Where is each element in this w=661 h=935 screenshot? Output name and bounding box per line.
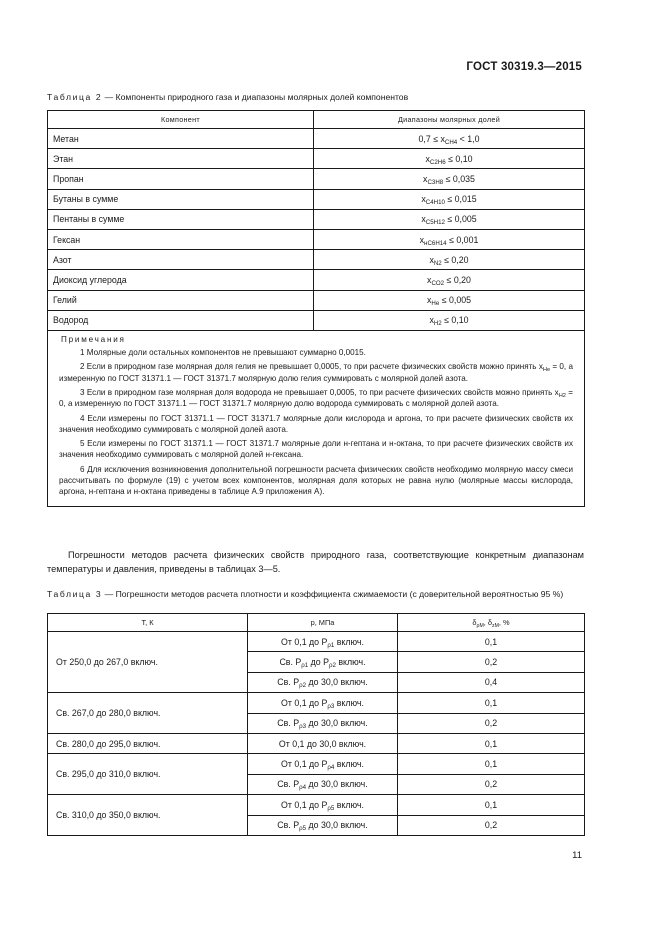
range-prefix: x — [427, 274, 432, 285]
component-cell: Гексан — [48, 229, 314, 249]
table-row — [48, 229, 585, 249]
table3-caption-label: Таблица 3 — [47, 589, 103, 599]
column-header-pressure: p, МПа — [248, 614, 398, 632]
error-header-sub1: ρМ — [476, 623, 484, 629]
pressure-suffix: до 30,0 включ. — [306, 820, 368, 831]
component-cell: Пропан — [48, 169, 314, 189]
pressure-prefix: Св. P — [279, 657, 302, 668]
table-row — [48, 169, 585, 189]
page-number: 11 — [572, 850, 582, 861]
note-3-text-a: 3 Если в природном газе молярная доля водорода не превышает 0,0005, то при расчете физических свойств можно принять x — [80, 388, 559, 398]
range-cell — [314, 229, 585, 249]
table-row — [48, 795, 585, 815]
range-prefix: 0,7 ≤ x — [418, 133, 445, 144]
range-subscript: C3H8 — [427, 178, 444, 186]
pressure-suffix: до 30,0 включ. — [306, 677, 368, 688]
range-subscript: N2 — [433, 259, 442, 267]
pressure-prefix: От 0,1 до P — [281, 799, 328, 810]
component-cell: Метан — [48, 129, 314, 149]
note-3-subscript: H2 — [558, 393, 566, 400]
error-header-a: δ — [472, 618, 477, 627]
notes-block — [48, 330, 585, 506]
column-header-component: Компонент — [48, 111, 314, 129]
range-subscript: He — [431, 300, 440, 308]
pressure-prefix: Св. P — [277, 718, 300, 729]
note-6: 6 Для исключения возникновения дополнительной погрешности расчета физических свойств необходимо молярную массу смеси рассчитывать по формуле (19) с учетом всех компонентов, молярная доля которых не равна нулю (молярные массы кислорода, аргона, н-гептана и н-октана приведены в таблице А.9 приложения А). — [59, 464, 573, 497]
range-prefix: x — [426, 295, 432, 306]
table2-caption-text: — Компоненты природного газа и диапазоны молярных долей компонентов — [102, 92, 409, 102]
pressure-suffix: включ. — [334, 697, 364, 708]
note-2-text-b: = 0, а измеренную по ГОСТ 31371.1 — ГОСТ 31371.7 молярную долю гелия суммировать с молярной долей азота. — [59, 362, 573, 383]
range-suffix: < 1,0 — [457, 133, 480, 144]
note-2-subscript: He — [542, 367, 551, 374]
pressure-cell — [248, 652, 398, 672]
range-prefix: x — [421, 194, 426, 205]
table2-caption-label: Таблица 2 — [47, 92, 103, 102]
table-header-row — [48, 614, 585, 632]
error-cell: 0,2 — [398, 774, 585, 794]
component-cell: Бутаны в сумме — [48, 189, 314, 209]
range-suffix: ≤ 0,015 — [444, 194, 477, 205]
pressure-cell — [248, 774, 398, 794]
range-subscript: C5H12 — [425, 219, 445, 227]
pressure-subscript: ρ3 — [327, 702, 335, 710]
error-cell: 0,1 — [398, 733, 585, 753]
range-subscript: C4H10 — [425, 199, 445, 207]
pressure-subscript: ρ4 — [327, 764, 335, 772]
error-cell: 0,2 — [398, 652, 585, 672]
pressure-subscript: ρ4 — [299, 784, 307, 792]
pressure-prefix: Св. P — [277, 779, 300, 790]
range-cell — [314, 149, 585, 169]
range-prefix: x — [429, 315, 434, 326]
table-row — [48, 693, 585, 713]
table-row — [48, 270, 585, 290]
error-header-sub2: zМ — [492, 623, 499, 629]
range-subscript: C2H6 — [429, 158, 446, 166]
error-cell: 0,1 — [398, 795, 585, 815]
pressure-subscript: ρ1 — [327, 641, 335, 649]
pressure-suffix: включ. — [334, 759, 364, 770]
error-header-c: , % — [498, 618, 510, 627]
temperature-cell: Св. 267,0 до 280,0 включ. — [48, 693, 248, 734]
document-header: ГОСТ 30319.3—2015 — [466, 61, 582, 73]
pressure-subscript: ρ1 — [301, 662, 309, 670]
table3-caption-text: — Погрешности методов расчета плотности и коэффициента сжимаемости (с доверительной вероятностью 95 %) — [102, 589, 564, 599]
pressure-subscript-2: ρ2 — [328, 662, 336, 670]
component-cell: Водород — [48, 310, 314, 330]
note-4: 4 Если измерены по ГОСТ 31371.1 — ГОСТ 31371.7 молярные доли кислорода и аргона, то при расчете физических свойств их значения необходимо суммировать с молярной долей азота. — [59, 413, 573, 434]
error-cell: 0,1 — [398, 693, 585, 713]
range-cell — [314, 250, 585, 270]
range-cell — [314, 129, 585, 149]
component-cell: Пентаны в сумме — [48, 209, 314, 229]
table-row — [48, 149, 585, 169]
table-row — [48, 754, 585, 774]
temperature-cell: Св. 280,0 до 295,0 включ. — [48, 733, 248, 753]
range-suffix: ≤ 0,10 — [445, 153, 473, 164]
note-1: 1 Молярные доли остальных компонентов не превышают суммарно 0,0015. — [80, 348, 366, 358]
range-cell — [314, 189, 585, 209]
component-cell: Диоксид углерода — [48, 270, 314, 290]
table3-caption — [47, 588, 587, 600]
components-table — [47, 110, 585, 507]
component-cell: Этан — [48, 149, 314, 169]
table-row — [48, 290, 585, 310]
table-row — [48, 209, 585, 229]
pressure-subscript: ρ5 — [299, 825, 307, 833]
note-2-text-a: 2 Если в природном газе молярная доля гелия не превышает 0,0005, то при расчете физических свойств можно принять x — [80, 362, 543, 372]
range-cell — [314, 209, 585, 229]
table-row — [48, 250, 585, 270]
pressure-cell — [248, 672, 398, 692]
range-prefix: x — [419, 234, 425, 245]
notes-title: Примечания — [61, 334, 126, 344]
pressure-cell — [248, 795, 398, 815]
pressure-prefix: От 0,1 до P — [281, 759, 328, 770]
range-prefix: x — [429, 254, 434, 265]
pressure-suffix: включ. — [334, 799, 364, 810]
range-cell — [314, 290, 585, 310]
range-subscript: CH4 — [444, 138, 458, 146]
error-cell: 0,2 — [398, 815, 585, 835]
table-row — [48, 733, 585, 753]
note-3 — [59, 387, 573, 409]
pressure-middle: до P — [308, 657, 329, 668]
range-suffix: ≤ 0,005 — [444, 214, 477, 225]
column-header-error — [398, 614, 585, 632]
column-header-temperature: Т, К — [48, 614, 248, 632]
table-row — [48, 129, 585, 149]
pressure-suffix: включ. — [334, 636, 364, 647]
temperature-cell: Св. 295,0 до 310,0 включ. — [48, 754, 248, 795]
pressure-subscript: ρ2 — [299, 682, 307, 690]
pressure-cell — [248, 693, 398, 713]
error-table — [47, 613, 585, 836]
range-cell — [314, 270, 585, 290]
note-3-text-b: = 0, а измеренную по ГОСТ 31371.1 — ГОСТ 31371.7 молярную долю водорода суммировать с молярной долей азота. — [59, 388, 573, 409]
range-prefix: x — [425, 153, 430, 164]
range-subscript: нC6H14 — [424, 239, 447, 247]
component-cell: Гелий — [48, 290, 314, 310]
range-prefix: x — [423, 173, 428, 184]
table-header-row — [48, 111, 585, 129]
pressure-suffix: включ. — [335, 657, 366, 668]
pressure-prefix: Св. P — [277, 677, 300, 688]
pressure-subscript: ρ3 — [299, 723, 307, 731]
table2-caption — [47, 91, 587, 103]
range-subscript: H2 — [433, 320, 442, 328]
pressure-suffix: до 30,0 включ. — [306, 718, 368, 729]
pressure-subscript: ρ5 — [327, 804, 335, 812]
pressure-prefix: От 0,1 до P — [281, 636, 328, 647]
pressure-suffix: до 30,0 включ. — [306, 779, 368, 790]
pressure-prefix: От 0,1 до 30,0 включ. — [278, 738, 367, 749]
error-cell: 0,1 — [398, 632, 585, 652]
note-5: 5 Если измерены по ГОСТ 31371.1 — ГОСТ 31371.7 молярные доли н-гептана и н-октана, то при расчете физических свойств их значения необходимо суммировать с молярной долей н-гексана. — [59, 439, 573, 460]
pressure-cell — [248, 754, 398, 774]
range-subscript: CO2 — [431, 279, 445, 287]
temperature-cell: Св. 310,0 до 350,0 включ. — [48, 795, 248, 836]
pressure-cell — [248, 733, 398, 753]
range-cell — [314, 310, 585, 330]
error-header-b: , δ — [483, 618, 493, 627]
range-suffix: ≤ 0,005 — [439, 295, 471, 306]
table-row — [48, 189, 585, 209]
body-paragraph: Погрешности методов расчета физических свойств природного газа, соответствующие конкретным диапазонам температуры и давления, приведены в таблицах 3—5. — [47, 550, 584, 574]
range-cell — [314, 169, 585, 189]
pressure-prefix: От 0,1 до P — [281, 697, 328, 708]
range-suffix: ≤ 0,20 — [441, 254, 469, 265]
table-row — [48, 632, 585, 652]
note-2 — [59, 361, 573, 383]
error-cell: 0,2 — [398, 713, 585, 733]
column-header-range: Диапазоны молярных долей — [314, 111, 585, 129]
notes-row — [48, 330, 585, 506]
range-suffix: ≤ 0,035 — [443, 173, 475, 184]
error-cell: 0,1 — [398, 754, 585, 774]
range-suffix: ≤ 0,20 — [444, 274, 471, 285]
pressure-prefix: Св. P — [277, 820, 300, 831]
component-cell: Азот — [48, 250, 314, 270]
pressure-cell — [248, 632, 398, 652]
table-row — [48, 310, 585, 330]
range-prefix: x — [421, 214, 426, 225]
range-suffix: ≤ 0,10 — [441, 315, 469, 326]
temperature-cell: От 250,0 до 267,0 включ. — [48, 632, 248, 693]
error-cell: 0,4 — [398, 672, 585, 692]
pressure-cell — [248, 713, 398, 733]
range-suffix: ≤ 0,001 — [446, 234, 479, 245]
pressure-cell — [248, 815, 398, 835]
